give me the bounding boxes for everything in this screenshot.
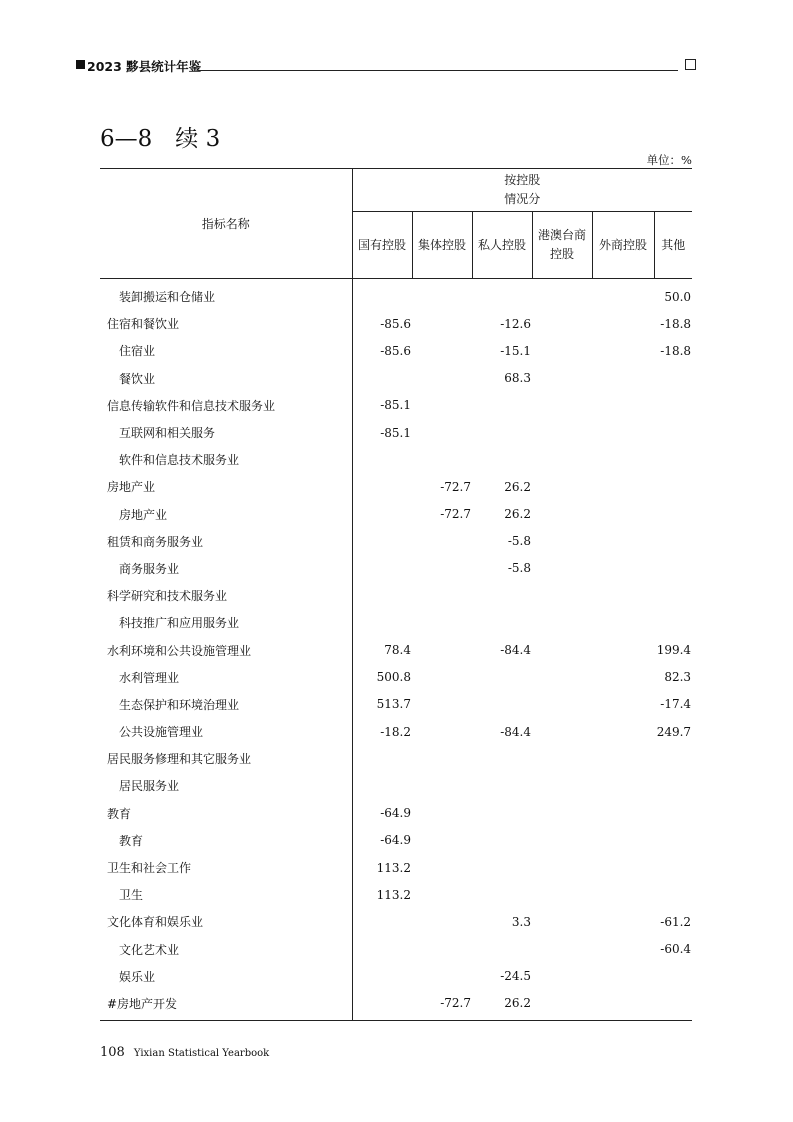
cell-state-owned: [352, 908, 412, 935]
table-row: [100, 854, 692, 881]
cell-collective: [412, 827, 472, 854]
cell-private: [472, 772, 532, 799]
cell-private: -24.5: [500, 969, 531, 984]
cell-foreign: [592, 337, 654, 364]
cell-hk-macao-taiwan: [532, 745, 592, 772]
cell-foreign: [592, 310, 654, 337]
cell-hk-macao-taiwan: [532, 365, 592, 392]
cell-foreign: [592, 609, 654, 636]
cell-private: [472, 664, 532, 691]
cell-state-owned: 113.2: [376, 887, 411, 902]
cell-private: 26.2: [504, 996, 531, 1011]
row-label: #房地产开发: [100, 990, 352, 1021]
header-square-marker: [76, 60, 85, 69]
table-row: [100, 691, 692, 718]
cell-foreign: [592, 963, 654, 990]
row-label: 生态保护和环境治理业: [100, 691, 352, 718]
cell-foreign: [592, 908, 654, 935]
cell-hk-macao-taiwan: [532, 419, 592, 446]
cell-foreign: [592, 279, 654, 311]
cell-other: [654, 800, 692, 827]
table-row: [100, 908, 692, 935]
cell-foreign: [592, 881, 654, 908]
row-label: 住宿业: [100, 337, 352, 364]
table-row: [100, 963, 692, 990]
cell-hk-macao-taiwan: [532, 636, 592, 663]
table-row: [100, 419, 692, 446]
row-label: 教育: [100, 827, 352, 854]
cell-private: [472, 936, 532, 963]
cell-foreign: [592, 473, 654, 500]
row-label: 娱乐业: [100, 963, 352, 990]
cell-other: [654, 501, 692, 528]
cell-hk-macao-taiwan: [532, 691, 592, 718]
cell-state-owned: [352, 582, 412, 609]
row-label: 信息传输软件和信息技术服务业: [100, 392, 352, 419]
cell-private: -5.8: [507, 561, 531, 576]
row-label: 住宿和餐饮业: [100, 310, 352, 337]
cell-foreign: [592, 636, 654, 663]
cell-state-owned: [352, 473, 412, 500]
cell-collective: [412, 881, 472, 908]
column-header-foreign: 外商控股: [592, 212, 654, 279]
cell-hk-macao-taiwan: [532, 800, 592, 827]
header-box-marker: [685, 59, 696, 70]
cell-collective: [412, 772, 472, 799]
cell-collective: [412, 555, 472, 582]
row-label: 文化体育和娱乐业: [100, 908, 352, 935]
cell-collective: [412, 528, 472, 555]
cell-other: 50.0: [664, 289, 692, 304]
cell-hk-macao-taiwan: [532, 990, 592, 1021]
page-number: 108: [100, 1045, 125, 1060]
row-label: 餐饮业: [100, 365, 352, 392]
cell-state-owned: [352, 745, 412, 772]
table-row: [100, 664, 692, 691]
cell-collective: [412, 908, 472, 935]
cell-foreign: [592, 501, 654, 528]
table-row: [100, 337, 692, 364]
column-header-private: 私人控股: [472, 212, 532, 279]
cell-private: -12.6: [500, 316, 531, 331]
cell-other: [654, 473, 692, 500]
cell-foreign: [592, 392, 654, 419]
cell-private: [472, 854, 532, 881]
cell-hk-macao-taiwan: [532, 718, 592, 745]
cell-foreign: [592, 664, 654, 691]
cell-state-owned: 78.4: [384, 643, 411, 658]
cell-other: [654, 609, 692, 636]
cell-collective: [412, 582, 472, 609]
cell-other: [654, 990, 692, 1021]
cell-hk-macao-taiwan: [532, 555, 592, 582]
unit-label: 单位：%: [646, 153, 692, 167]
cell-other: [654, 365, 692, 392]
cell-collective: [412, 609, 472, 636]
cell-collective: [412, 691, 472, 718]
cell-private: 26.2: [504, 507, 531, 522]
cell-collective: -72.7: [440, 996, 471, 1011]
cell-collective: [412, 392, 472, 419]
cell-foreign: [592, 555, 654, 582]
indicator-name-header: 指标名称: [100, 169, 352, 279]
cell-private: [472, 800, 532, 827]
cell-state-owned: [352, 963, 412, 990]
cell-private: -15.1: [500, 343, 531, 358]
row-label: 软件和信息技术服务业: [100, 446, 352, 473]
cell-private: [472, 745, 532, 772]
row-label: 互联网和相关服务: [100, 419, 352, 446]
cell-state-owned: [352, 501, 412, 528]
cell-hk-macao-taiwan: [532, 936, 592, 963]
cell-other: [654, 582, 692, 609]
cell-private: [472, 279, 532, 311]
cell-hk-macao-taiwan: [532, 279, 592, 311]
cell-collective: [412, 936, 472, 963]
cell-collective: [412, 310, 472, 337]
cell-state-owned: -85.6: [380, 316, 411, 331]
running-header-title: 2023 黟县统计年鉴: [87, 59, 202, 74]
cell-other: [654, 392, 692, 419]
cell-foreign: [592, 990, 654, 1021]
table-row: [100, 636, 692, 663]
row-label: 装卸搬运和仓储业: [100, 279, 352, 311]
cell-other: [654, 419, 692, 446]
cell-other: -17.4: [660, 697, 692, 712]
table-title: 6—8 续 3: [100, 126, 221, 152]
cell-hk-macao-taiwan: [532, 528, 592, 555]
cell-private: [472, 446, 532, 473]
cell-state-owned: [352, 936, 412, 963]
cell-hk-macao-taiwan: [532, 392, 592, 419]
cell-state-owned: [352, 609, 412, 636]
row-label: 房地产业: [100, 501, 352, 528]
header-rule: [198, 70, 678, 71]
table-row: [100, 279, 692, 311]
cell-private: 3.3: [511, 914, 531, 929]
row-label: 科学研究和技术服务业: [100, 582, 352, 609]
cell-state-owned: -64.9: [380, 833, 411, 848]
cell-private: [472, 691, 532, 718]
cell-state-owned: [352, 365, 412, 392]
cell-private: [472, 582, 532, 609]
cell-hk-macao-taiwan: [532, 609, 592, 636]
cell-other: -18.8: [660, 343, 692, 358]
cell-hk-macao-taiwan: [532, 582, 592, 609]
cell-private: [472, 881, 532, 908]
cell-other: [654, 881, 692, 908]
cell-collective: [412, 664, 472, 691]
table-row: [100, 609, 692, 636]
cell-collective: [412, 800, 472, 827]
cell-private: -5.8: [507, 534, 531, 549]
cell-collective: -72.7: [440, 507, 471, 522]
book-title: Yixian Statistical Yearbook: [133, 1048, 270, 1059]
cell-other: [654, 827, 692, 854]
table-row: [100, 582, 692, 609]
cell-state-owned: [352, 279, 412, 311]
cell-state-owned: [352, 555, 412, 582]
cell-other: [654, 963, 692, 990]
cell-collective: [412, 745, 472, 772]
cell-hk-macao-taiwan: [532, 446, 592, 473]
cell-state-owned: [352, 990, 412, 1021]
cell-collective: [412, 337, 472, 364]
cell-private: [472, 827, 532, 854]
cell-foreign: [592, 419, 654, 446]
cell-state-owned: -85.1: [380, 398, 411, 413]
row-label: 商务服务业: [100, 555, 352, 582]
table-row: [100, 555, 692, 582]
row-label: 教育: [100, 800, 352, 827]
cell-foreign: [592, 827, 654, 854]
cell-other: [654, 772, 692, 799]
cell-foreign: [592, 691, 654, 718]
cell-hk-macao-taiwan: [532, 501, 592, 528]
table-row: [100, 473, 692, 500]
table-row: [100, 446, 692, 473]
cell-state-owned: -64.9: [380, 806, 411, 821]
cell-state-owned: [352, 528, 412, 555]
column-header-other: 其他: [654, 212, 692, 279]
cell-other: -60.4: [660, 942, 692, 957]
cell-state-owned: 513.7: [376, 697, 411, 712]
cell-other: 82.3: [664, 670, 692, 685]
cell-hk-macao-taiwan: [532, 827, 592, 854]
cell-state-owned: 500.8: [376, 670, 411, 685]
cell-other: 199.4: [656, 643, 692, 658]
table-row: [100, 881, 692, 908]
cell-collective: [412, 279, 472, 311]
table-row: [100, 745, 692, 772]
cell-foreign: [592, 718, 654, 745]
cell-collective: [412, 854, 472, 881]
cell-hk-macao-taiwan: [532, 310, 592, 337]
cell-state-owned: -85.6: [380, 343, 411, 358]
table-row: [100, 772, 692, 799]
page-footer: [100, 1041, 269, 1060]
table-row: [100, 718, 692, 745]
cell-foreign: [592, 800, 654, 827]
table-row: [100, 310, 692, 337]
cell-hk-macao-taiwan: [532, 881, 592, 908]
cell-collective: [412, 419, 472, 446]
row-label: 居民服务修理和其它服务业: [100, 745, 352, 772]
cell-state-owned: -85.1: [380, 425, 411, 440]
cell-other: [654, 528, 692, 555]
cell-foreign: [592, 582, 654, 609]
cell-private: -84.4: [500, 643, 531, 658]
cell-other: 249.7: [656, 724, 692, 739]
cell-foreign: [592, 854, 654, 881]
cell-collective: [412, 963, 472, 990]
cell-hk-macao-taiwan: [532, 963, 592, 990]
cell-other: -18.8: [660, 316, 692, 331]
table-row: [100, 365, 692, 392]
cell-other: -61.2: [660, 914, 692, 929]
column-header-hk-macao-taiwan: 港澳台商 控股: [532, 212, 592, 279]
cell-collective: [412, 636, 472, 663]
table-row: [100, 800, 692, 827]
table-row: [100, 392, 692, 419]
cell-private: 68.3: [504, 371, 531, 386]
table-row: [100, 990, 692, 1021]
table-row: [100, 827, 692, 854]
row-label: 卫生: [100, 881, 352, 908]
cell-private: [472, 419, 532, 446]
cell-collective: [412, 446, 472, 473]
cell-hk-macao-taiwan: [532, 337, 592, 364]
cell-private: [472, 392, 532, 419]
row-label: 水利环境和公共设施管理业: [100, 636, 352, 663]
cell-collective: [412, 718, 472, 745]
cell-foreign: [592, 772, 654, 799]
table-row: [100, 936, 692, 963]
column-header-state-owned: 国有控股: [352, 212, 412, 279]
cell-private: 26.2: [504, 479, 531, 494]
row-label: 卫生和社会工作: [100, 854, 352, 881]
cell-other: [654, 745, 692, 772]
column-header-collective: 集体控股: [412, 212, 472, 279]
cell-hk-macao-taiwan: [532, 854, 592, 881]
cell-other: [654, 854, 692, 881]
ownership-group-header: [352, 169, 692, 212]
cell-collective: -72.7: [440, 479, 471, 494]
cell-foreign: [592, 745, 654, 772]
cell-foreign: [592, 365, 654, 392]
table-row: [100, 528, 692, 555]
row-label: 文化艺术业: [100, 936, 352, 963]
cell-foreign: [592, 528, 654, 555]
cell-private: [472, 609, 532, 636]
table-row: [100, 501, 692, 528]
row-label: 居民服务业: [100, 772, 352, 799]
cell-foreign: [592, 446, 654, 473]
row-label: 水利管理业: [100, 664, 352, 691]
row-label: 租赁和商务服务业: [100, 528, 352, 555]
cell-private: -84.4: [500, 724, 531, 739]
statistics-table: [100, 168, 692, 1021]
cell-other: [654, 555, 692, 582]
cell-hk-macao-taiwan: [532, 473, 592, 500]
running-header: [76, 58, 696, 74]
row-label: 公共设施管理业: [100, 718, 352, 745]
cell-collective: [412, 365, 472, 392]
cell-state-owned: [352, 772, 412, 799]
cell-state-owned: [352, 446, 412, 473]
row-label: 科技推广和应用服务业: [100, 609, 352, 636]
ownership-group-label: 按控股 情况分: [504, 173, 541, 206]
cell-hk-macao-taiwan: [532, 908, 592, 935]
cell-foreign: [592, 936, 654, 963]
cell-hk-macao-taiwan: [532, 664, 592, 691]
row-label: 房地产业: [100, 473, 352, 500]
cell-state-owned: -18.2: [380, 724, 411, 739]
cell-other: [654, 446, 692, 473]
cell-hk-macao-taiwan: [532, 772, 592, 799]
table-body: [100, 279, 692, 1021]
cell-state-owned: 113.2: [376, 860, 411, 875]
